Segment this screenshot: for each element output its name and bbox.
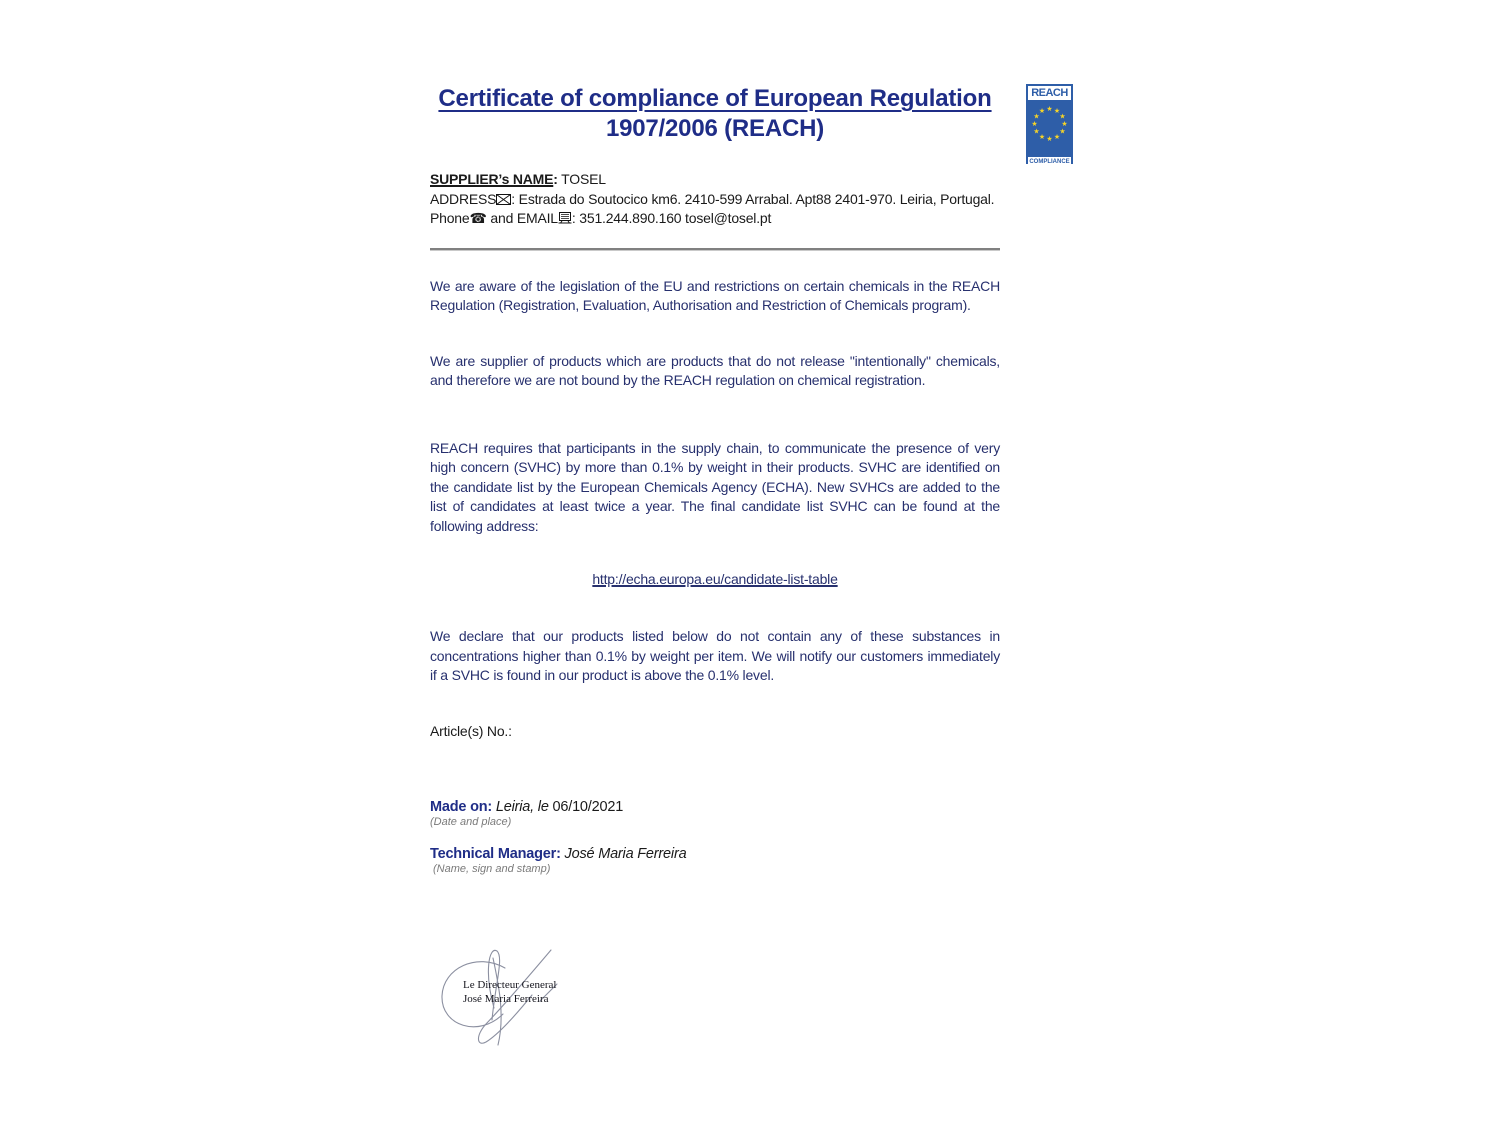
svg-text:★: ★ <box>1059 112 1066 121</box>
svg-text:★: ★ <box>1033 127 1040 136</box>
technical-manager-value: José Maria Ferreira <box>560 845 687 862</box>
made-on-place: Leiria, le <box>492 798 549 815</box>
svg-text:★: ★ <box>1038 107 1046 115</box>
contact-value: : 351.244.890.160 tosel@tosel.pt <box>571 210 772 226</box>
title-line-2: 1907/2006 (REACH) <box>605 115 825 142</box>
reach-logo-compliance-label: COMPLIANCE <box>1028 155 1071 167</box>
articles-label: Article(s) No.: <box>430 722 512 739</box>
supplier-contact-line <box>430 209 1000 230</box>
address-label: ADDRESS <box>430 190 497 207</box>
paragraph-declare: We declare that our products listed below do not contain any of these substances in concentrations higher than 0.1% by weight per item. We will notify our customers immediately if a SVHC is found in our product is above the 0.1% level. <box>430 628 1000 683</box>
svg-text:★: ★ <box>1046 105 1053 113</box>
signature-block <box>433 944 583 1064</box>
address-value: : Estrada do Soutocico km6. 2410-599 Arrabal. Apt88 2401-970. Leiria, Portugal. <box>511 190 995 207</box>
supplier-name-label: SUPPLIER’s NAME <box>430 171 554 187</box>
eu-stars-icon <box>1028 100 1071 155</box>
technical-manager-line <box>430 846 1000 862</box>
svg-text:★: ★ <box>1061 120 1068 128</box>
candidate-list-link-row <box>430 571 1000 589</box>
supplier-address-line <box>430 190 1000 210</box>
supplier-name-value: TOSEL <box>557 171 606 187</box>
svg-text:★: ★ <box>1038 133 1046 141</box>
svg-text:★: ★ <box>1046 135 1053 143</box>
supplier-block <box>430 170 1000 230</box>
svg-text:★: ★ <box>1053 133 1061 141</box>
reach-compliance-logo <box>1026 84 1073 164</box>
svg-text:★: ★ <box>1053 107 1061 115</box>
svg-text:★: ★ <box>1033 112 1040 121</box>
made-on-line <box>430 799 1000 815</box>
signature-stamp-line-2: José Maria Ferreira <box>463 993 549 1005</box>
envelope-icon <box>496 191 511 207</box>
made-on-date: 06/10/2021 <box>548 798 624 815</box>
reach-logo-title: REACH <box>1028 86 1071 100</box>
date-place-note: (Date and place) <box>430 815 512 828</box>
made-on-label: Made on: <box>430 798 493 815</box>
document-body <box>430 84 1000 875</box>
signature-stamp-text <box>463 978 556 1006</box>
paragraph-supplier-of: We are supplier of products which are products that do not release "intentionally" chemicals, and therefore we are not bound by the REACH regulation on chemical registration. <box>430 352 1000 388</box>
candidate-list-link[interactable]: http://echa.europa.eu/candidate-list-table <box>592 571 838 587</box>
technical-manager-label: Technical Manager: <box>430 845 561 862</box>
section-divider <box>430 248 1000 251</box>
paragraph-aware: We are aware of the legislation of the EU and restrictions on certain chemicals in the REACH Regulation (Registration, Evaluation, Authorisation and Restriction of Chemicals program). <box>430 277 1000 313</box>
svg-text:★: ★ <box>1031 120 1038 128</box>
paragraph-reach-requires: REACH requires that participants in the supply chain, to communicate the presence of very high concern (SVHC) by more than 0.1% by weight in their products. SVHC are identified on the candidate list by the European Chemicals Agency (ECHA). New SVHCs are added to the list of candidates at least twice a year. The final candidate list SVHC can be found at the following address: <box>430 439 1000 534</box>
signature-stamp-line-1: Le Directeur General <box>463 979 557 991</box>
name-sign-note: (Name, sign and stamp) <box>433 862 551 875</box>
title-line-1: Certificate of compliance of European Regulation <box>438 85 992 112</box>
computer-icon <box>558 210 572 226</box>
email-label: and EMAIL <box>486 210 558 226</box>
supplier-name-line <box>430 170 1000 190</box>
phone-icon: ☎ <box>469 211 487 227</box>
phone-label: Phone <box>430 210 470 226</box>
document-title <box>430 84 1000 144</box>
svg-text:★: ★ <box>1059 127 1066 136</box>
supplier-name-colon: : <box>553 171 558 187</box>
